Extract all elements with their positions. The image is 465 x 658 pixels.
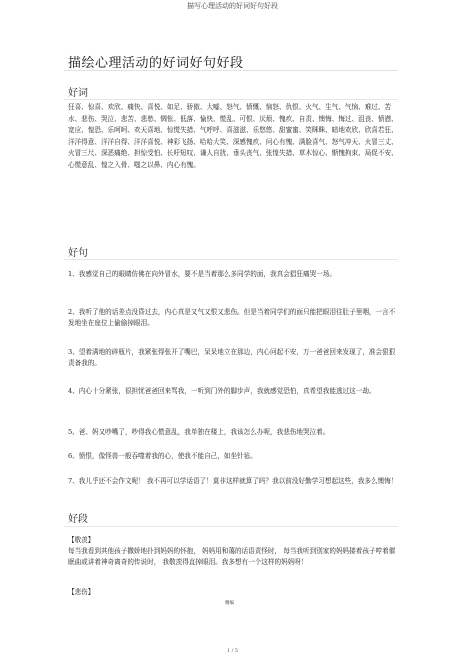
paragraph-tag: 【敬羡】 bbox=[68, 536, 95, 544]
section-heading-paragraphs: 好段 bbox=[68, 514, 88, 525]
paragraph-tag: 【悲伤】 bbox=[68, 588, 95, 596]
page-mark: 精编 bbox=[225, 601, 234, 606]
document-page bbox=[60, 40, 398, 640]
section-heading-sentences: 好句 bbox=[68, 248, 88, 259]
word-list: 狂喜、惊喜、欢欣、痛快、喜悦、如足、骄傲、大嘘、怒气、愤慨、恼怒、仇恨、火气、生气、气恼、难过、苦水、悲伤、哭泣、悲苦、悲愁、惆怅、低落、愉快、慌乱、可恨、厌烦、愧疚、自责、懊悔、悔过、沮丧、愤懑、宽应、惶恐、乐呵呵、欢天喜地、惊慌失措、气呼呼、喜滋滋、乐悠悠、甜蜜蜜、笑眯眯、暗地欢欣、欣喜若狂、洋洋得意、洋洋自得、洋洋喜悦、神彩飞扬、哈哈大笑、深感愧疚、问心有愧、满脸喜气、怒气冲天、火冒三丈、火冒三尺、深恶痛绝、担惊受怕、长吁短叹、谦人自扰、垂头丧气、张惶失措、草木惊心、惭愧拘束、局促不安、心慌意乱、惶之入骨、嗤之以鼻、内心有愧。 bbox=[68, 103, 398, 169]
sentence-item: 5、爸、妈又吵嘴了，吵得我心慌意乱，我单独在楼上，我该怎么办呢，我悲伤地哭泣着。 bbox=[68, 428, 330, 436]
section-divider-words bbox=[64, 99, 398, 100]
page-title: 描绘心理活动的好词好句好段 bbox=[68, 56, 244, 71]
section-divider-paragraphs bbox=[64, 526, 398, 527]
page-number: 1 / 5 bbox=[226, 648, 239, 654]
section-heading-words: 好词 bbox=[68, 88, 88, 99]
document-title-bar: 描写心理活动的好词好句好段 bbox=[187, 2, 278, 10]
sentence-item: 4、内心十分紧张，很担忧爸爸回来骂我，一听到门外的脚步声，我就感觉恐怕，真希望我能逃过这一劫。 bbox=[68, 387, 376, 395]
sentence-item: 6、愤恨，像怪兽一般吞噬着我的心，使我不能自己，如坐针毡。 bbox=[68, 452, 257, 460]
sentence-item: 1、我感觉自己的眼睛仿佛在向外冒水，要不是当着那么多同学的面，我真会猖狂痛哭一场。 bbox=[68, 270, 336, 278]
section-divider-sentences bbox=[64, 259, 398, 260]
sentence-item: 2、我听了他的话差点没昏过去，内心真是又气又恨又悲伤。但是当着同学们的面只能把眼泪往肚子里咽，一言不发地坐在座位上偷偷掉眼泪。 bbox=[68, 308, 396, 327]
paragraph-text: 每当我看到其他孩子撒娇地扑到妈妈的怀抱， 妈妈用和蔼的话语责怪时， 每当我听到别家的妈妈搂着孩子哼着催眠曲或讲着神奇离奇的传说时， 我敬羡得直掉眼泪。我多想有一个这样的妈妈呀！ bbox=[68, 547, 396, 566]
sentence-item: 3、望着满地的碎瓶片，我紧张得张开了嘴巴，呆呆地立在那边，内心问起不安，万一爸爸回来发现了，准会狠狠责备我的。 bbox=[68, 348, 396, 367]
title-divider bbox=[64, 70, 398, 71]
sentence-item: 7、我儿乎还不会作文呢！ 我不再可以学话语了！莫非这样就算了吗？我以前没好勤学习想起这些，我多么懊悔！ bbox=[68, 477, 398, 485]
